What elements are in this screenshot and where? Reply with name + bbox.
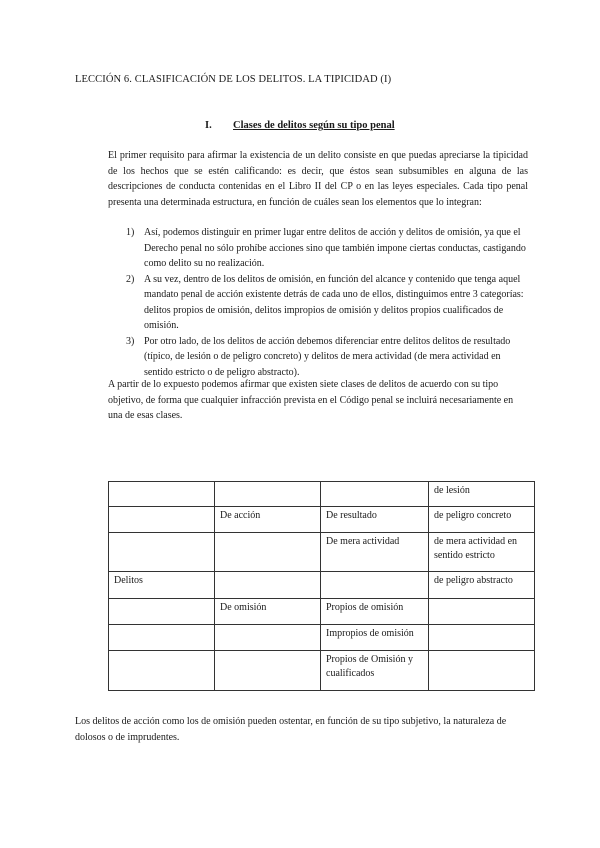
table-row: [109, 651, 535, 691]
point-item: [126, 334, 531, 381]
point-marker: 1): [126, 227, 135, 238]
numbered-points: [126, 225, 531, 380]
table-cell: [215, 533, 321, 572]
table-cell: [215, 625, 321, 651]
table-cell: [109, 482, 215, 507]
section-heading: [205, 120, 395, 131]
table-cell: [109, 625, 215, 651]
table-cell: Impropios de omisión: [321, 625, 429, 651]
table-cell: Propios de Omisión y cualificados: [321, 651, 429, 691]
point-text: Así, podemos distinguir en primer lugar entre delitos de acción y delitos de omisión, ya que el Derecho penal no sólo prohíbe acciones sino que también impone ciertas conductas, castigando como delito su no realización.: [144, 227, 526, 269]
table-cell: De resultado: [321, 507, 429, 533]
table-cell: [215, 651, 321, 691]
table-cell: [429, 651, 535, 691]
table-row: [109, 625, 535, 651]
table-cell: [215, 572, 321, 599]
table-cell: De omisión: [215, 599, 321, 625]
point-item: [126, 225, 531, 272]
footer-note: Los delitos de acción como los de omisión pueden ostentar, en función de su tipo subjetivo, la naturaleza de dolosos o de imprudentes.: [75, 716, 507, 743]
table-cell: [429, 625, 535, 651]
section-title: Clases de delitos según su tipo penal: [233, 120, 395, 131]
table-cell: [109, 533, 215, 572]
point-item: [126, 272, 531, 334]
table-cell: De acción: [215, 507, 321, 533]
point-text: A su vez, dentro de los delitos de omisión, en función del alcance y contenido que tenga aquel mandato penal de acción existente detrás de cada uno de ellos, distinguimos entre 3 categorías: delitos propios de omisión, delitos impropios de omisión y delitos propios cualificados de omisión.: [144, 273, 524, 331]
table-cell: [109, 651, 215, 691]
intro-paragraph: El primer requisito para afirmar la existencia de un delito consiste en que puedas apreciarse la tipicidad de los hechos que se estén calificando: es decir, que éstos sean subsumibles en alguna de las descripciones de conducta contenidas en el Libro II del CP o en las leyes especiales. Cada tipo penal presenta una determinada estructura, en función de cuáles sean los elementos que lo integran:: [108, 150, 528, 208]
table-cell: de lesión: [429, 482, 535, 507]
table-row: [109, 533, 535, 572]
table-cell: [109, 599, 215, 625]
table-cell: [321, 482, 429, 507]
table-cell: Propios de omisión: [321, 599, 429, 625]
table-cell: Delitos: [109, 572, 215, 599]
table-cell: [109, 507, 215, 533]
table-row: [109, 482, 535, 507]
table-cell: De mera actividad: [321, 533, 429, 572]
lesson-title: LECCIÓN 6. CLASIFICACIÓN DE LOS DELITOS. LA TIPICIDAD (I): [75, 74, 392, 85]
table-row: [109, 572, 535, 599]
table-cell: [429, 599, 535, 625]
point-marker: 2): [126, 273, 135, 285]
table-cell: de peligro concreto: [429, 507, 535, 533]
table-cell: [321, 572, 429, 599]
table-row: [109, 507, 535, 533]
point-text: Por otro lado, de los delitos de acción debemos diferenciar entre delitos delitos de resultado (típico, de lesión o de peligro concreto) y delitos de mera actividad (de mera actividad en sentido estricto o de peligro abstracto).: [144, 335, 511, 378]
table-cell: de peligro abstracto: [429, 572, 535, 599]
section-number: I.: [205, 120, 212, 131]
table-row: [109, 599, 535, 625]
crime-classification-table: [108, 481, 535, 691]
table-cell: [215, 482, 321, 507]
conclusion-paragraph: A partir de lo expuesto podemos afirmar que existen siete clases de delitos de acuerdo con su tipo objetivo, de forma que cualquier infracción prevista en el Código penal se incluirá necesariamente en una de esas clases.: [108, 379, 514, 421]
table-cell: de mera actividad en sentido estricto: [429, 533, 535, 572]
point-marker: 3): [126, 335, 135, 347]
